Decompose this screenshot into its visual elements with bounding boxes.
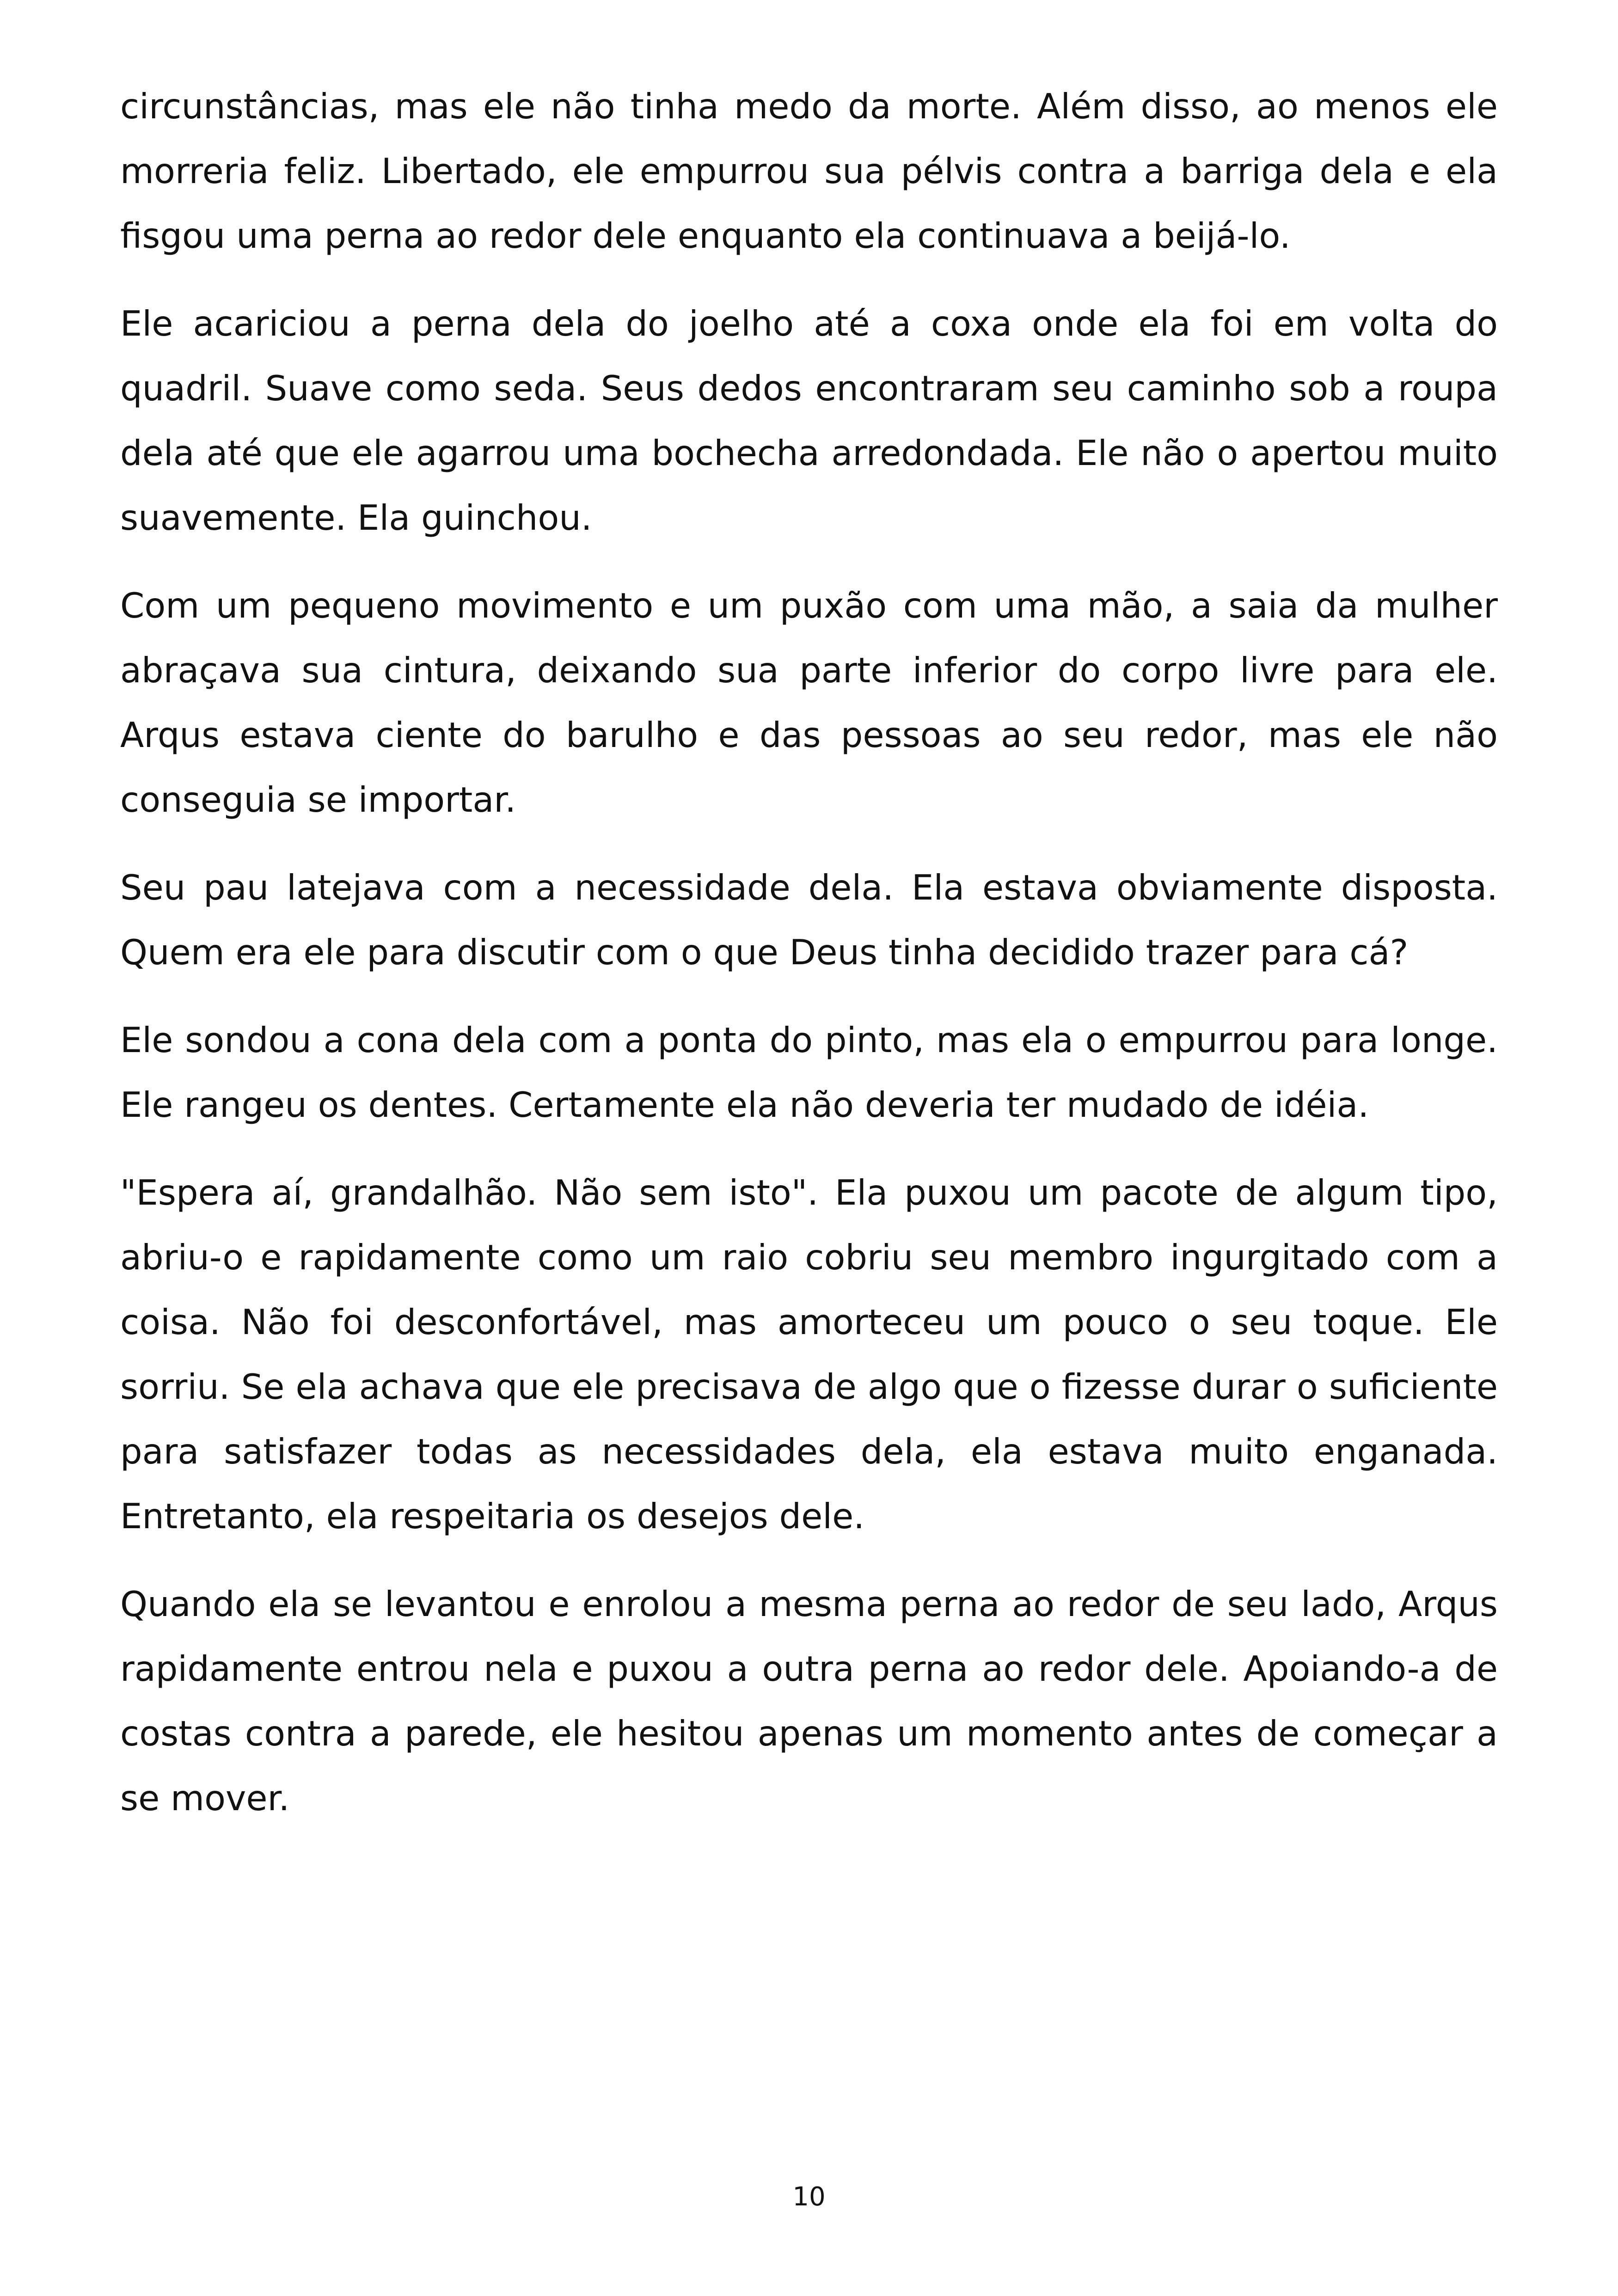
paragraph-2: Ele acariciou a perna dela do joelho até a coxa onde ela foi em volta do quadril. Suave como seda. Seus dedos encontraram seu caminho sob a roupa dela até que ele agarrou uma bochecha arredondada. Ele não o apertou muito suavemente. Ela guinchou. [120, 303, 1498, 538]
paragraph-4: Seu pau latejava com a necessidade dela. Ela estava obviamente disposta. Quem era ele para discutir com o que Deus tinha decidido trazer para cá? [120, 867, 1498, 973]
paragraph-5: Ele sondou a cona dela com a ponta do pinto, mas ela o empurrou para longe. Ele rangeu os dentes. Certamente ela não deveria ter mudado de idéia. [120, 1020, 1498, 1125]
paragraph-7: Quando ela se levantou e enrolou a mesma perna ao redor de seu lado, Arqus rapidamente entrou nela e puxou a outra perna ao redor dele. Apoiando-a de costas contra a parede, ele hesitou apenas um momento antes de começar a se mover. [120, 1584, 1498, 1818]
paragraph-3: Com um pequeno movimento e um puxão com uma mão, a saia da mulher abraçava sua cintura, deixando sua parte inferior do corpo livre para ele. Arqus estava ciente do barulho e das pessoas ao seu redor, mas ele não conseguia se importar. [120, 585, 1498, 820]
paragraph-6: "Espera aí, grandalhão. Não sem isto". Ela puxou um pacote de algum tipo, abriu-o e rapidamente como um raio cobriu seu membro ingurgitado com a coisa. Não foi desconfortável, mas amorteceu um pouco o seu toque. Ele sorriu. Se ela achava que ele precisava de algo que o fizesse durar o suficiente para satisfazer todas as necessidades dela, ela estava muito enganada. Entretanto, ela respeitaria os desejos dele. [120, 1172, 1498, 1537]
paragraph-1: circunstâncias, mas ele não tinha medo da morte. Além disso, ao menos ele morreria feliz. Libertado, ele empurrou sua pélvis contra a barriga dela e ela fisgou uma perna ao redor dele enquanto ela continuava a beijá-lo. [120, 86, 1498, 256]
body-text [120, 74, 1498, 1854]
page-number: 10 [792, 2182, 826, 2212]
